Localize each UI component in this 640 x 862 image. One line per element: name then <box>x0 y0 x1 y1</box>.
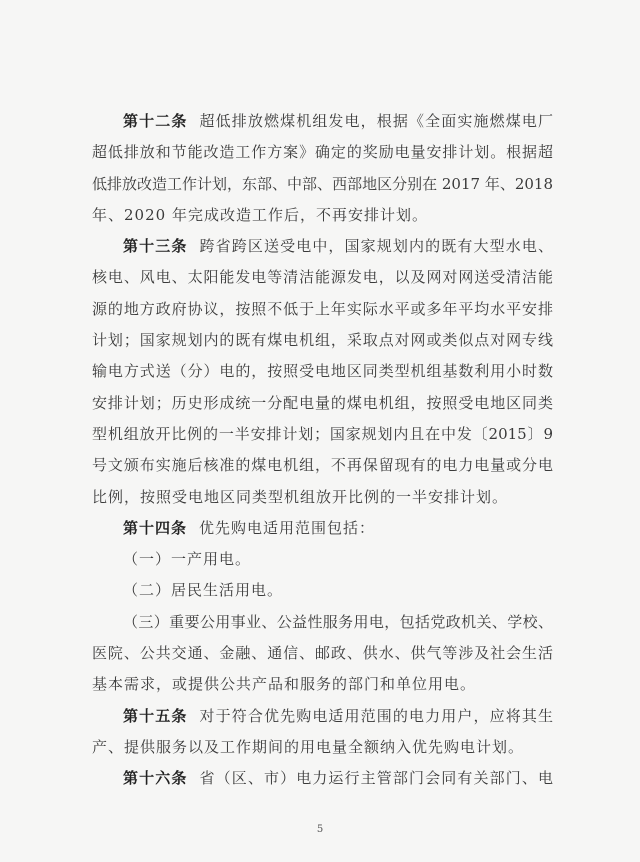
article-heading: 第十四条 <box>123 518 188 537</box>
paragraph-line <box>92 169 553 200</box>
line-text: 产、提供服务以及工作期间的用电量全额纳入优先购电计划。 <box>92 737 525 756</box>
paragraph-line <box>92 388 553 419</box>
line-text: 对于符合优先购电适用范围的电力用户，应将其生 <box>199 706 553 725</box>
paragraph-line <box>92 669 553 700</box>
paragraph-line <box>92 325 553 356</box>
paragraph-line <box>92 356 553 387</box>
line-text: 超低排放燃煤机组发电，根据《全面实施燃煤电厂 <box>199 112 553 130</box>
paragraph-line <box>92 294 553 325</box>
paragraph-line <box>92 137 553 168</box>
paragraph-first-line <box>92 701 553 732</box>
article-heading: 第十五条 <box>123 706 188 725</box>
line-text: 省（区、市）电力运行主管部门会同有关部门、电 <box>199 769 553 788</box>
line-text: 年、2020 年完成改造工作后，不再安排计划。 <box>92 205 428 224</box>
line-text: 核电、风电、太阳能发电等清洁能源发电，以及网对网送受清洁能 <box>92 268 553 287</box>
paragraph-first-line <box>92 544 553 575</box>
line-text: 安排计划；历史形成统一分配电量的煤电机组，按照受电地区同类 <box>92 393 553 412</box>
article-heading: 第十六条 <box>123 769 188 788</box>
line-text: （二）居民生活用电。 <box>123 581 284 600</box>
line-text: 低排放改造工作计划，东部、中部、西部地区分别在 2017 年、2018 <box>92 174 553 193</box>
line-text: 医院、公共交通、金融、通信、邮政、供水、供气等涉及社会生活 <box>92 644 553 663</box>
paragraph-line <box>92 732 553 763</box>
paragraph-line <box>92 638 553 669</box>
paragraph-line <box>92 262 553 293</box>
paragraph-first-line <box>92 607 553 638</box>
line-text: （一）一产用电。 <box>123 550 252 569</box>
paragraph-line <box>92 419 553 450</box>
page-number: 5 <box>316 824 324 835</box>
line-text: 基本需求，或提供公共产品和服务的部门和单位用电。 <box>92 675 477 694</box>
paragraph-first-line <box>92 231 553 262</box>
line-text: 跨省跨区送受电中，国家规划内的既有大型水电、 <box>199 237 553 256</box>
line-text: 型机组放开比例的一半安排计划；国家规划内且在中发〔2015〕9 <box>92 424 553 443</box>
line-text: 输电方式送（分）电的，按照受电地区同类型机组基数利用小时数 <box>92 362 553 381</box>
line-text: 计划；国家规划内的既有煤电机组，采取点对网或类似点对网专线 <box>92 331 553 350</box>
paragraph-first-line <box>92 763 553 794</box>
paragraph-first-line <box>92 106 553 137</box>
article-heading: 第十二条 <box>123 112 188 130</box>
paragraph-line <box>92 482 553 513</box>
paragraph-line <box>92 200 553 231</box>
document-body <box>92 106 553 795</box>
line-text: 超低排放和节能改造工作方案》确定的奖励电量安排计划。根据超 <box>92 143 553 162</box>
line-text: （三）重要公用事业、公益性服务用电，包括党政机关、学校、 <box>123 612 553 631</box>
line-text: 源的地方政府协议，按照不低于上年实际水平或多年平均水平安排 <box>92 299 553 318</box>
line-text: 比例，按照受电地区同类型机组放开比例的一半安排计划。 <box>92 487 509 506</box>
paragraph-line <box>92 450 553 481</box>
paragraph-first-line <box>92 575 553 606</box>
paragraph-first-line <box>92 513 553 544</box>
line-text: 号文颁布实施后核准的煤电机组，不再保留现有的电力电量或分电 <box>92 456 553 475</box>
line-text: 优先购电适用范围包括： <box>199 518 376 537</box>
article-heading: 第十三条 <box>123 237 188 256</box>
